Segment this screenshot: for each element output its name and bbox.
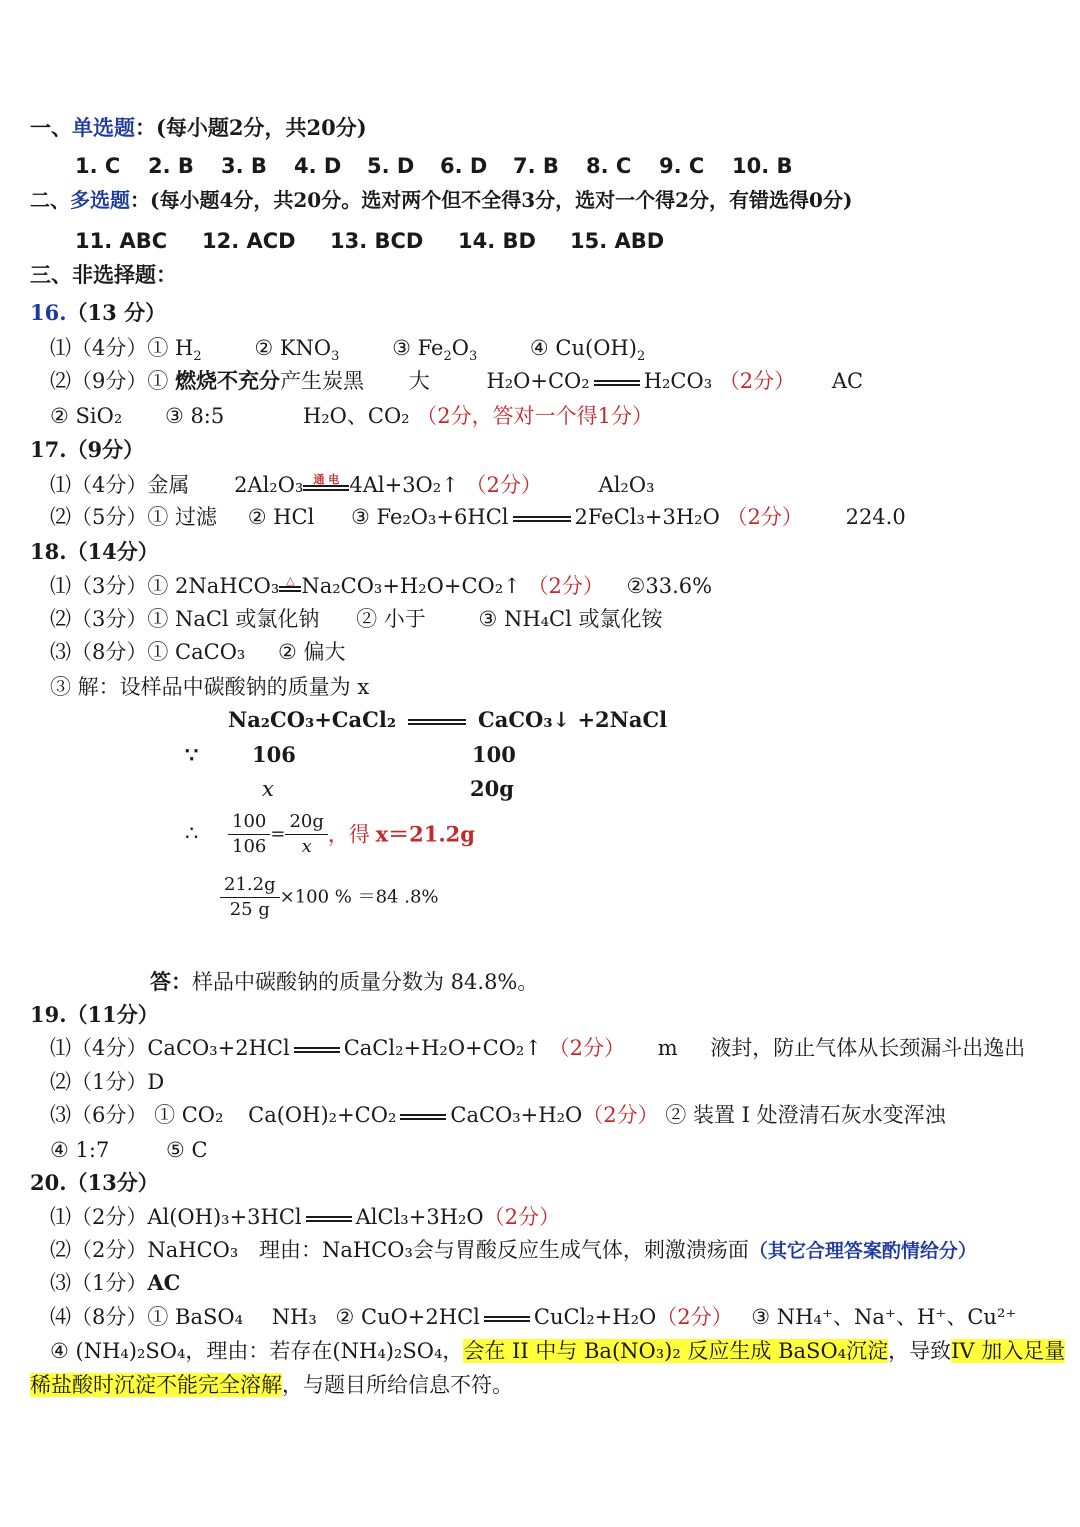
question-points: （13 分） [66,300,167,325]
numerator: 21.2g [220,873,280,898]
q18-line-1 [50,571,712,601]
multi-answer: 12. ACD [202,229,296,253]
calc-result: x＝21.2g [375,821,475,847]
equals-sign [408,719,466,725]
equation-right: CaCl₂+H₂O+CO₂↑ [343,1036,542,1060]
part-label: ⑷（8分）① BaSO₄ [50,1305,244,1329]
part-label: ⑶（1分） [50,1271,148,1295]
section-title: 单选题 [72,115,135,140]
q20-line-1 [50,1202,560,1232]
score-note: （2分） [726,505,803,529]
multi-answer: 13. BCD [330,229,424,253]
answer-label: 答： [150,969,192,994]
answer-reason: 理由：NaHCO₃会与胃酸反应生成气体，刺激溃疡面 [258,1238,749,1262]
q19-line-3 [50,1100,946,1130]
score-note: （2分） [465,473,542,497]
part-label: ⑵（1分） [50,1070,148,1094]
fraction [220,873,280,922]
question-points: （11分） [66,1002,159,1027]
mc-answer: 5. D [367,154,415,178]
section-title: 多选题 [70,188,130,212]
q20-line-3 [50,1268,180,1298]
q19-line-1 [50,1033,1025,1063]
answer: 大 [408,369,430,393]
equals-sign [594,380,640,386]
equation-right: Na₂CO₃+H₂O+CO₂↑ [301,574,521,598]
mc-answer: 4. D [294,154,342,178]
calc-equation [228,705,667,735]
fraction [285,810,327,859]
answer: ③ NH₄⁺、Na⁺、H⁺、Cu²⁺ [751,1305,1017,1329]
score-note: （2分，答对一个得1分） [416,404,654,428]
equals-sign [400,1114,446,1120]
q17-heading [30,435,144,465]
part-label: ⑴（3分）① 2NaHCO₃ [50,574,280,598]
answer: ① CO₂ [154,1103,224,1127]
mc-answer: 7. B [513,154,559,178]
section-2-heading [30,185,852,215]
grading-note: （其它合理答案酌情给分） [748,1240,977,1262]
multi-answers [75,226,664,256]
numerator: 100 [228,810,270,835]
question-points: （14分） [66,539,159,564]
multi-answer: 11. ABC [75,229,168,253]
score-note: （2分） [483,1205,561,1229]
answer: ② SiO₂ [50,404,123,428]
calc-get-label: ，得 [327,822,370,847]
numerator: 20g [285,810,327,835]
equation-left: ② CuO+2HCl [335,1305,480,1329]
equation-left: ③ Fe₂O₃+6HCl [351,505,509,529]
q20-line-6 [30,1370,513,1400]
question-points: （9分） [66,437,145,462]
score-note: （2分） [548,1036,626,1060]
answer: ② HCl [247,505,315,529]
mc-answer: 2. B [148,154,194,178]
part-label: ⑵（5分）① 过滤 [50,505,218,529]
equation-left: H₂O+CO₂ [486,369,590,393]
equation-right: 2FeCl₃+3H₂O [574,505,720,529]
question-points: （13分） [66,1170,159,1195]
answer: H₂O、CO₂ [302,404,410,428]
q17-line-1 [50,470,654,500]
percentage-result: ×100 % ＝84 .8% [279,886,439,908]
mc-answer: 10. B [732,154,793,178]
mc-answer: 6. D [440,154,488,178]
answer: AC [147,1270,181,1295]
part-label: ⑴（4分）金属 [50,473,190,497]
condition-text: 通 电 [313,472,340,486]
q19-line-2 [50,1067,164,1097]
equation-left: Ca(OH)₂+CO₂ [248,1103,397,1127]
score-note: （2分） [582,1103,659,1127]
answer: ④ Cu(OH) [529,336,637,360]
equation-left: ⑴（4分）CaCO₃+2HCl [50,1036,290,1060]
answer: ，与题目所给信息不符。 [282,1373,513,1397]
equals-sign [306,1216,352,1222]
equation-left: Na₂CO₃+CaCl₂ [228,707,397,732]
question-number: 19. [30,1002,67,1027]
calc-mass-2: 100 [472,742,516,767]
answer: m [657,1036,678,1060]
q16-line-1: ⑴（4分）① $H_2$ ② $KNO_3$ ③ $Fe_2O_3$ ④ $Cu(OH)_2$ [50,336,646,365]
highlighted-text: IV 加入足量 [951,1339,1066,1363]
equals-sign [294,1047,340,1053]
calc-percentage [220,873,439,922]
equation-left: ⑴（2分）Al(OH)₃+3HCl [50,1205,302,1229]
q16-line-3 [50,401,653,431]
calc-var-2: 20g [470,776,514,801]
answer: D [147,1070,165,1094]
denominator: x [301,836,312,857]
answer: ② 小于 [356,607,426,631]
question-number: 16. [30,300,67,325]
equation-right: CaCO₃+H₂O [450,1103,583,1127]
answer: ②33.6% [626,574,713,598]
reaction-condition [303,472,349,497]
score-note: （2分） [527,574,604,598]
fraction [228,810,270,859]
q20-heading [30,1168,159,1198]
answer: ③ NH₄Cl 或氯化铵 [478,607,663,631]
answer: ④ 1:7 [50,1138,110,1162]
section-number: 二、 [30,188,70,212]
score-note: （2分） [656,1305,733,1329]
answer: ④ (NH₄)₂SO₄，理由：若存在(NH₄)₂SO₄， [50,1339,464,1363]
equals-sign [513,516,571,522]
answer: NH₃ [271,1305,317,1329]
equation-right: 4Al+3O₂↑ [349,473,459,497]
section-3-heading: 三、非选择题： [30,262,177,287]
equation-left: 2Al₂O₃ [234,473,304,497]
q20-line-5 [50,1336,1065,1366]
answer: 产生炭黑 [280,369,365,393]
q17-line-2 [50,502,906,532]
highlighted-text: 稀盐酸时沉淀不能完全溶解 [30,1373,282,1397]
part-label: ⑶（6分） [50,1103,148,1127]
answer-keyword: 燃烧不充分 [175,368,281,393]
calc-var-1: x [262,777,274,801]
part-label: ⑵（2分）NaHCO₃ [50,1238,239,1262]
q16-heading [30,298,166,328]
section-note: ：(每小题2分，共20分) [135,115,367,140]
answer: AC [831,369,864,393]
q19-line-4 [50,1135,208,1165]
answer: ② 装置 I 处澄清石灰水变浑浊 [665,1103,946,1127]
q20-line-4 [50,1302,1016,1332]
answer: Al₂O₃ [598,473,655,497]
section-number: 一、 [30,115,72,140]
mc-answer: 9. C [659,154,705,178]
denominator: 106 [232,836,267,857]
multi-answer: 14. BD [458,229,536,253]
equation-right: AlCl₃+3H₂O [355,1205,484,1229]
part-label: ⑴（4分） [50,336,148,360]
q18-line-4: ③ 解：设样品中碳酸钠的质量为 x [50,675,370,699]
q18-line-2 [50,604,663,634]
calc-proportion: $\frac{100}{106}$ = $\frac{20g}{x}$ ，得 x＝21.2g [228,810,475,859]
answer: 液封，防止气体从长颈漏斗出逸出 [710,1036,1026,1060]
answer: ③ Fe [392,336,444,360]
answer: 224.0 [845,505,906,529]
answer-text: 样品中碳酸钠的质量分数为 84.8%。 [192,970,539,994]
question-number: 17. [30,437,67,462]
equals-sign [484,1316,530,1322]
equation-right: H₂CO₃ [643,369,713,393]
answer: ① H [147,336,194,360]
score-note: （2分） [718,369,796,393]
q19-heading [30,1000,159,1030]
condition-text: △ [286,573,295,587]
answer: ③ 8:5 [164,404,225,428]
q20-line-2 [50,1235,977,1266]
equation-right: CaCO₃↓ +2NaCl [478,707,668,732]
question-number: 20. [30,1170,67,1195]
denominator: 25 g [229,899,270,920]
q18-answer [150,967,538,997]
answer: ② 偏大 [278,640,346,664]
multi-answer: 15. ABD [570,229,665,253]
reaction-condition [279,573,301,598]
q18-line-3 [50,637,346,667]
section-1-heading [30,113,367,143]
calc-because: ∵ [185,742,199,767]
calc-therefore: ∴ [185,821,199,845]
answer: ⑤ C [166,1138,208,1162]
mc-answer: 3. B [221,154,267,178]
equation-right: CuCl₂+H₂O [533,1305,657,1329]
mc-answer: 8. C [586,154,632,178]
answer: ，导致 [888,1339,952,1363]
answer: ② KNO [254,336,332,360]
section-note: ：(每小题4分，共20分。选对两个但不全得3分，选对一个得2分，有错选得0分) [130,188,853,212]
q18-heading [30,537,159,567]
question-number: 18. [30,539,67,564]
part-label: ⑵（9分）① [50,369,169,393]
highlighted-text: 会在 II 中与 Ba(NO₃)₂ 反应生成 BaSO₄沉淀 [463,1339,889,1363]
mc-answer: 1. C [75,154,121,178]
part-label: ⑶（8分）① CaCO₃ [50,640,246,664]
q16-line-2 [50,366,863,396]
calc-mass-1: 106 [252,742,296,767]
mc-answers [75,151,793,181]
part-label: ⑵（3分）① NaCl 或氯化钠 [50,607,320,631]
